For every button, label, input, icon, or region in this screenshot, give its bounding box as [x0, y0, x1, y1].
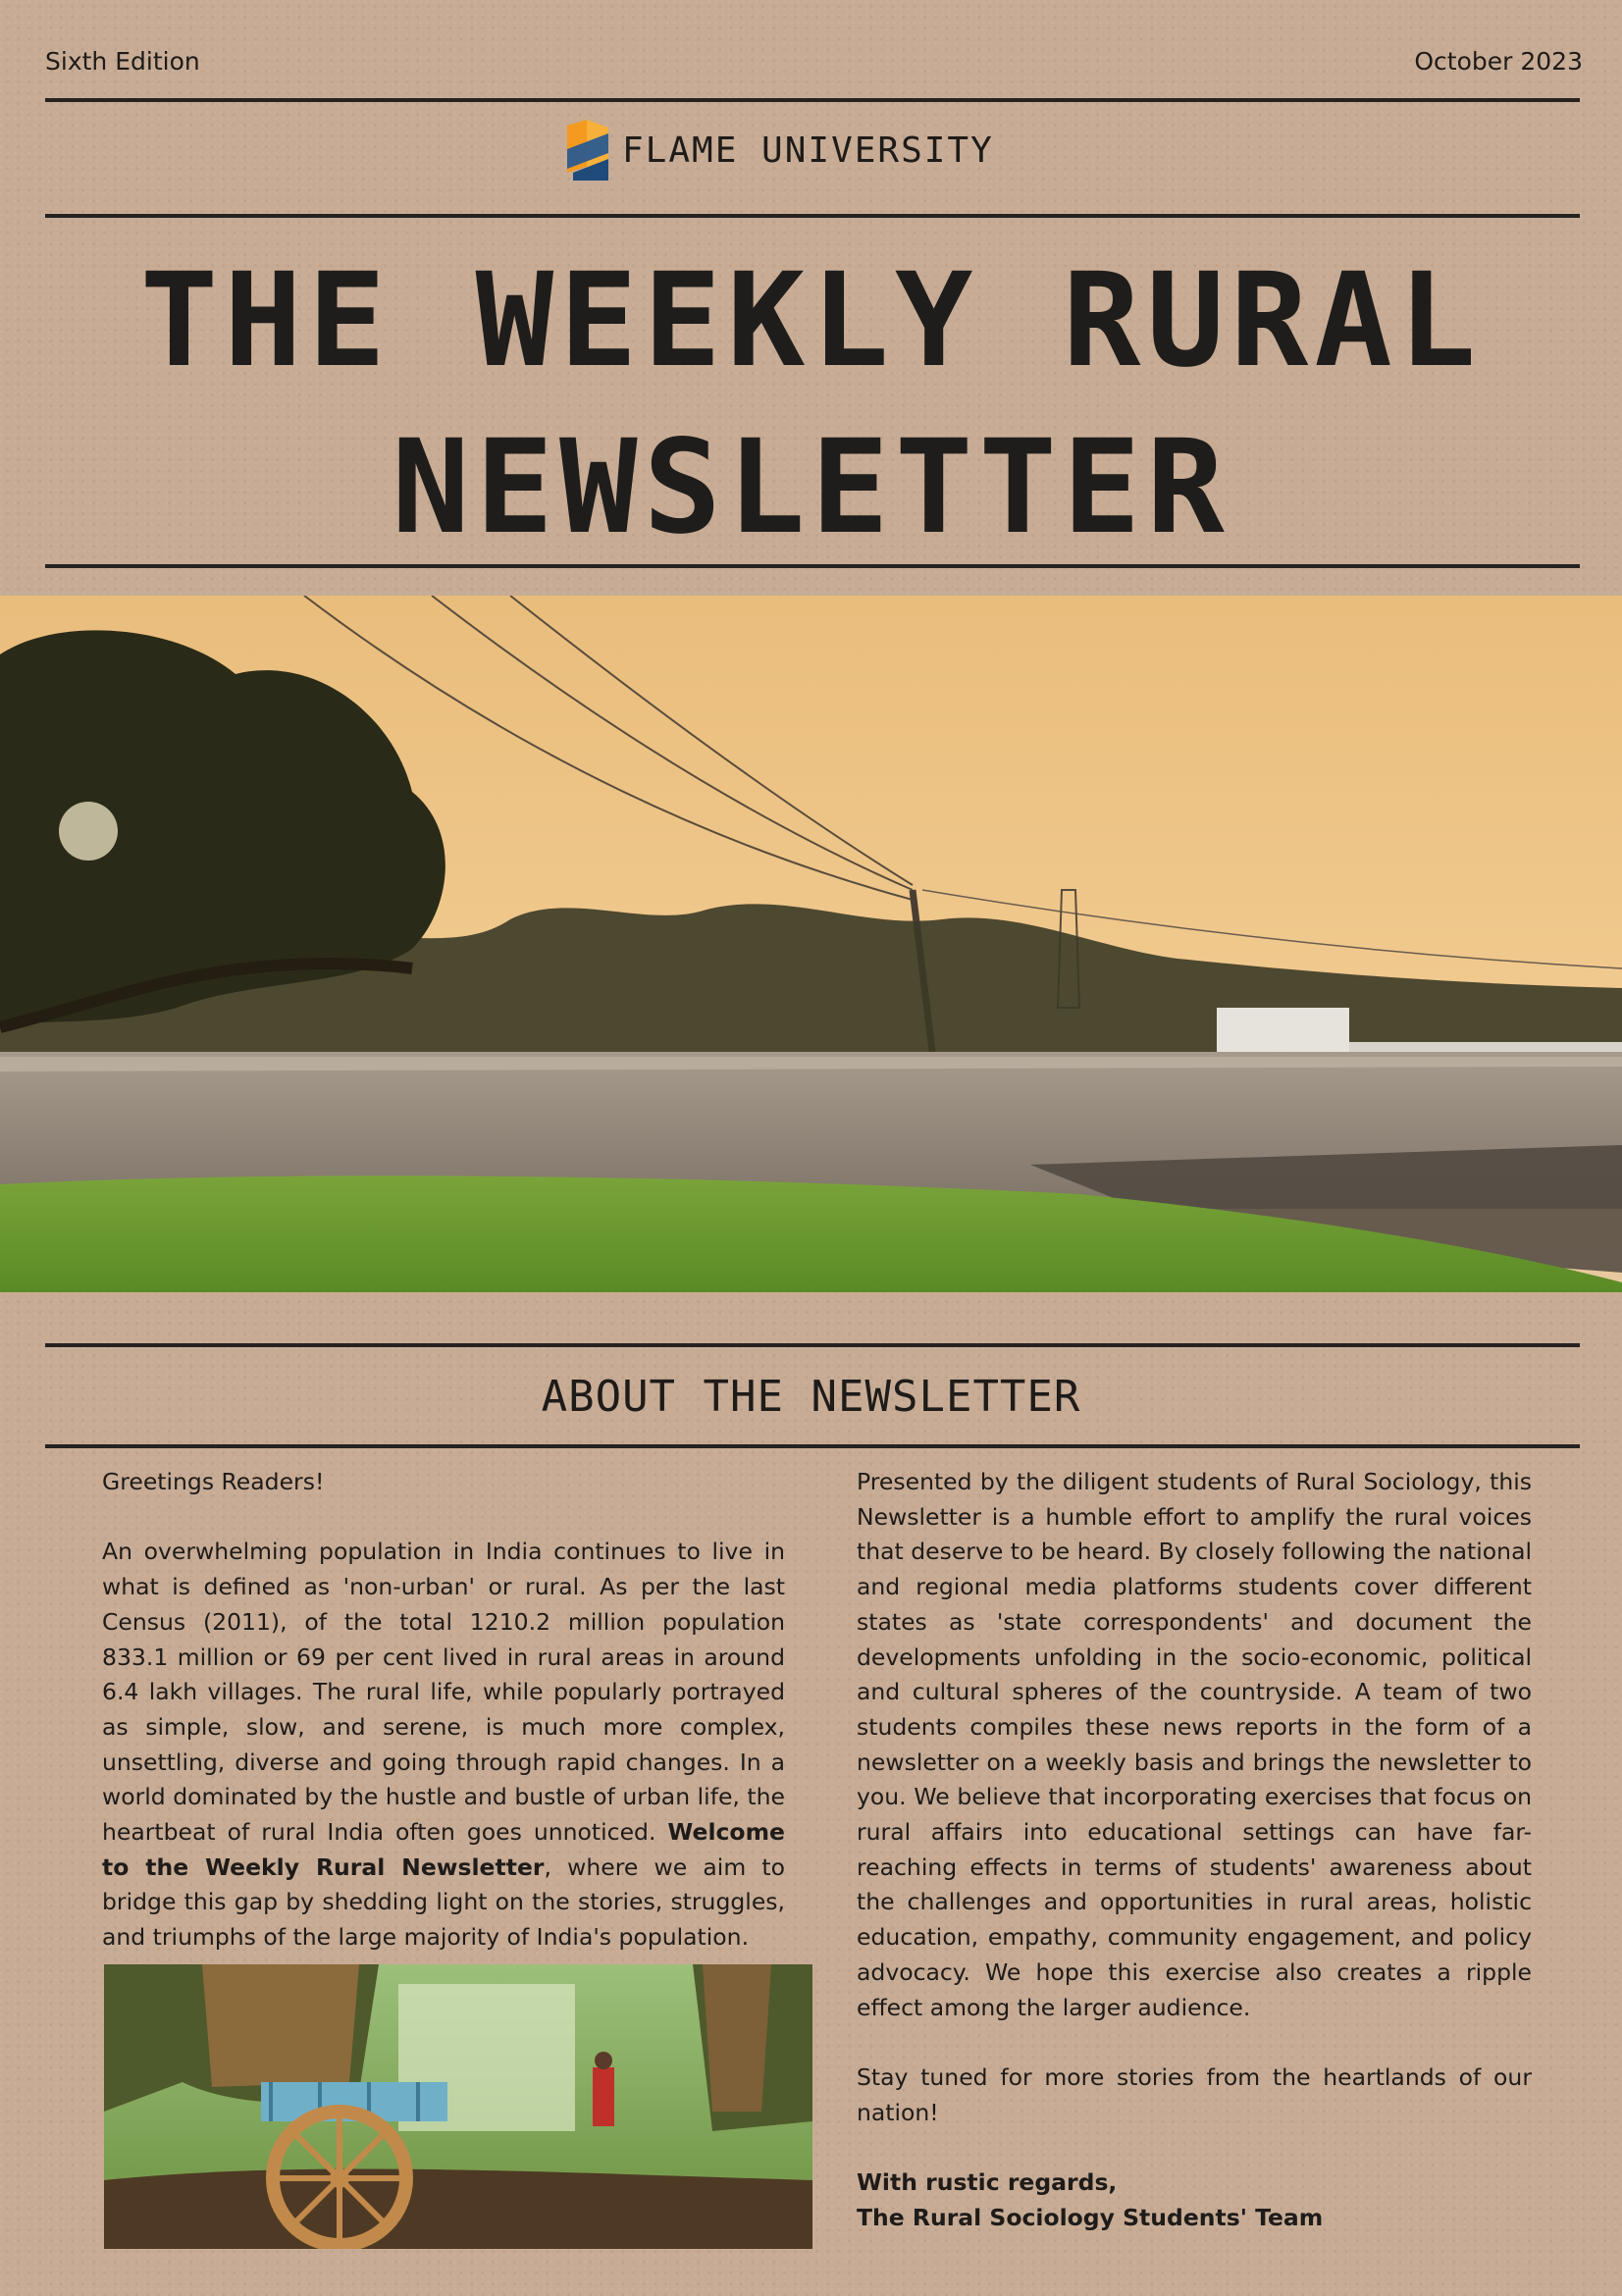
intro-bold-welcome: Welcome to the Weekly Rural Newsletter [102, 1818, 785, 1881]
left-column [102, 1465, 785, 1991]
right-column [857, 1465, 1532, 2270]
masthead-top-rule [45, 214, 1580, 218]
date-label: October 2023 [1414, 47, 1583, 76]
edition-label: Sixth Edition [45, 47, 200, 76]
presented-paragraph: Presented by the diligent students of Rural Sociology, this Newsletter is a humble effort to amplify the rural voices that deserve to be heard. By closely following the national and regional media platforms students cover different states as 'state correspondents' and document the developments unfolding in the socio-economic, political and cultural spheres of the countryside. A team of two students compiles these news reports in the form of a newsletter on a weekly basis and brings the newsletter to you. We believe that incorporating exercises that focus on rural affairs into educational settings can have far-reaching effects in terms of students' awareness about the challenges and opportunities in rural areas, holistic education, empathy, community engagement, and policy advocacy. We hope this exercise also creates a ripple effect among the larger audience. [857, 1468, 1532, 2021]
section-bottom-rule [45, 1444, 1580, 1448]
signoff-line-1: With rustic regards, [857, 2168, 1118, 2197]
inline-photo [104, 1964, 812, 2249]
masthead-title [0, 237, 1622, 571]
masthead-line-2: NEWSLETTER [392, 412, 1230, 563]
flame-logo-icon [567, 120, 608, 181]
university-logo [567, 120, 994, 181]
intro-paragraph [102, 1535, 785, 1955]
hero-photo [0, 596, 1622, 1292]
intro-text-2: , where we aim to bridge this gap by shedding light on the stories, struggles, and triumphs of the large majority of India's population. [102, 1852, 785, 1952]
signoff [857, 2166, 1532, 2235]
masthead-bottom-rule [45, 564, 1580, 568]
stay-tuned-paragraph: Stay tuned for more stories from the heartlands of our nation! [857, 2062, 1532, 2126]
intro-text-1: An overwhelming population in India continues to live in what is defined as 'non-urban' or rural. As per the last Census (2011), of the total 1210.2 million population 833.1 million or 69 per cent lived in rural areas in around 6.4 lakh villages. The rural life, while popularly portrayed as simple, slow, and serene, is much more complex, unsettling, diverse and going through rapid changes. In a world dominated by the hustle and bustle of urban life, the heartbeat of rural India often goes unnoticed. [102, 1538, 785, 1847]
masthead-line-1: THE WEEKLY RURAL [139, 245, 1483, 396]
section-title: ABOUT THE NEWSLETTER [541, 1372, 1081, 1422]
greeting: Greetings Readers! [102, 1468, 325, 1495]
top-rule [45, 98, 1580, 102]
logo-text: FLAME UNIVERSITY [622, 130, 994, 171]
section-top-rule [45, 1343, 1580, 1347]
signoff-line-2: The Rural Sociology Students' Team [857, 2203, 1324, 2231]
